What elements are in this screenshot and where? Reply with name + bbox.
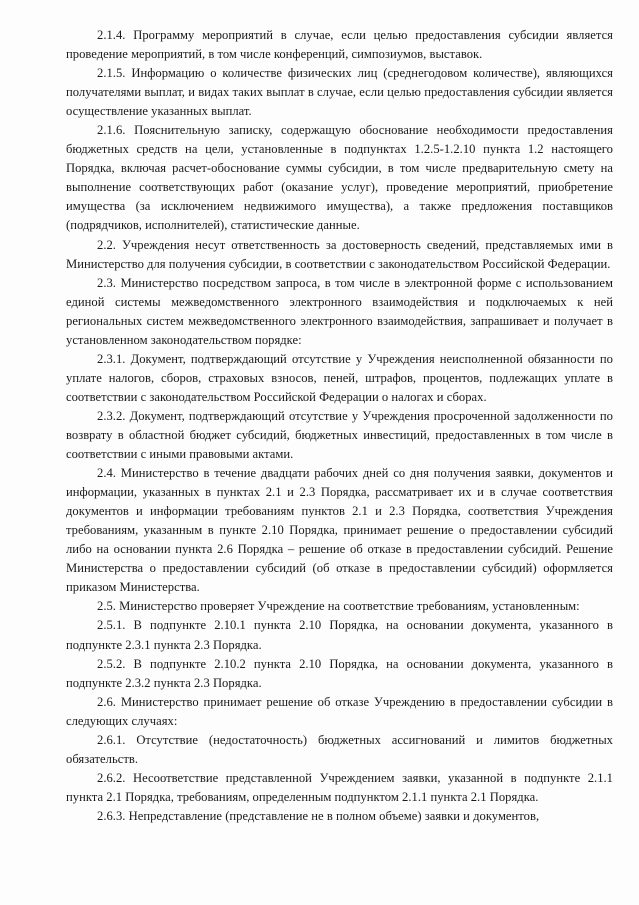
paragraph-2-5-1: 2.5.1. В подпункте 2.10.1 пункта 2.10 Порядка, на основании документа, указанного в подпункте 2.3.1 пункта 2.3 Порядка. [66, 618, 613, 652]
paragraph-2-2: 2.2. Учреждения несут ответственность за достоверность сведений, представляемых ими в Министерство для получения субсидии, в соответствии с законодательством Российской Федерации. [66, 237, 613, 271]
paragraph-2-5: 2.5. Министерство проверяет Учреждение на соответствие требованиям, установленным: [97, 599, 580, 614]
paragraph-2-4: 2.4. Министерство в течение двадцати рабочих дней со дня получения заявки, документов и информации, указанных в пунктах 2.1 и 2.3 Порядка, рассматривает их и в случае соответствия документов и информации требованиям пунктов 2.1 и 2.3 Порядка, соответствия Учреждения требованиям, указанным в пункте 2.10 Порядка, принимает решение о предоставлении субсидий либо на основании пункта 2.6 Порядка – решение об отказе в предоставлении субсидий. Решение Министерства о предоставлении субсидий (об отказе в предоставлении субсидий) оформляется приказом Министерства. [66, 466, 613, 595]
document-body [66, 26, 613, 826]
paragraph-2-6: 2.6. Министерство принимает решение об отказе Учреждению в предоставлении субсидии в следующих случаях: [66, 694, 613, 728]
paragraph-2-6-1: 2.6.1. Отсутствие (недостаточность) бюджетных ассигнований и лимитов бюджетных обязательств. [66, 732, 613, 766]
paragraph-2-5-2: 2.5.2. В подпункте 2.10.2 пункта 2.10 Порядка, на основании документа, указанного в подпункте 2.3.2 пункта 2.3 Порядка. [66, 656, 613, 690]
paragraph-2-6-2: 2.6.2. Несоответствие представленной Учреждением заявки, указанной в подпункте 2.1.1 пункта 2.1 Порядка, требованиям, определенным подпунктом 2.1.1 пункта 2.1 Порядка. [66, 770, 613, 804]
paragraph-2-3: 2.3. Министерство посредством запроса, в том числе в электронной форме с использованием единой системы межведомственного электронного взаимодействия и подключаемых к ней региональных систем межведомственного электронного взаимодействия, запрашивает и получает в установленном законодательством порядке: [66, 275, 613, 347]
paragraph-2-6-3: 2.6.3. Непредставление (представление не в полном объеме) заявки и документов, [97, 808, 540, 823]
paragraph-2-3-1: 2.3.1. Документ, подтверждающий отсутствие у Учреждения неисполненной обязанности по уплате налогов, сборов, страховых взносов, пеней, штрафов, процентов, подлежащих уплате в соответствии с законодательством Российской Федерации о налогах и сборах. [66, 351, 613, 404]
paragraph-2-1-5: 2.1.5. Информацию о количестве физических лиц (среднегодовом количестве), являющихся получателями выплат, и видах таких выплат в случае, если целью предоставления субсидии является осуществление указанных выплат. [66, 66, 613, 119]
paragraph-2-1-6: 2.1.6. Пояснительную записку, содержащую обоснование необходимости предоставления бюджетных средств на цели, установленные в подпунктах 1.2.5-1.2.10 пункта 1.2 настоящего Порядка, включая расчет-обоснование суммы субсидии, в том числе предварительную смету на выполнение соответствующих работ (оказание услуг), проведение мероприятий, приобретение имущества (за исключением недвижимого имущества), а также предложения поставщиков (подрядчиков, исполнителей), статистические данные. [66, 123, 613, 233]
paragraph-2-1-4: 2.1.4. Программу мероприятий в случае, если целью предоставления субсидии является проведение мероприятий, в том числе конференций, симпозиумов, выставок. [66, 28, 613, 62]
paragraph-2-3-2: 2.3.2. Документ, подтверждающий отсутствие у Учреждения просроченной задолженности по возврату в областной бюджет субсидий, бюджетных инвестиций, предоставленных в том числе в соответствии с иными правовыми актами. [66, 408, 613, 462]
